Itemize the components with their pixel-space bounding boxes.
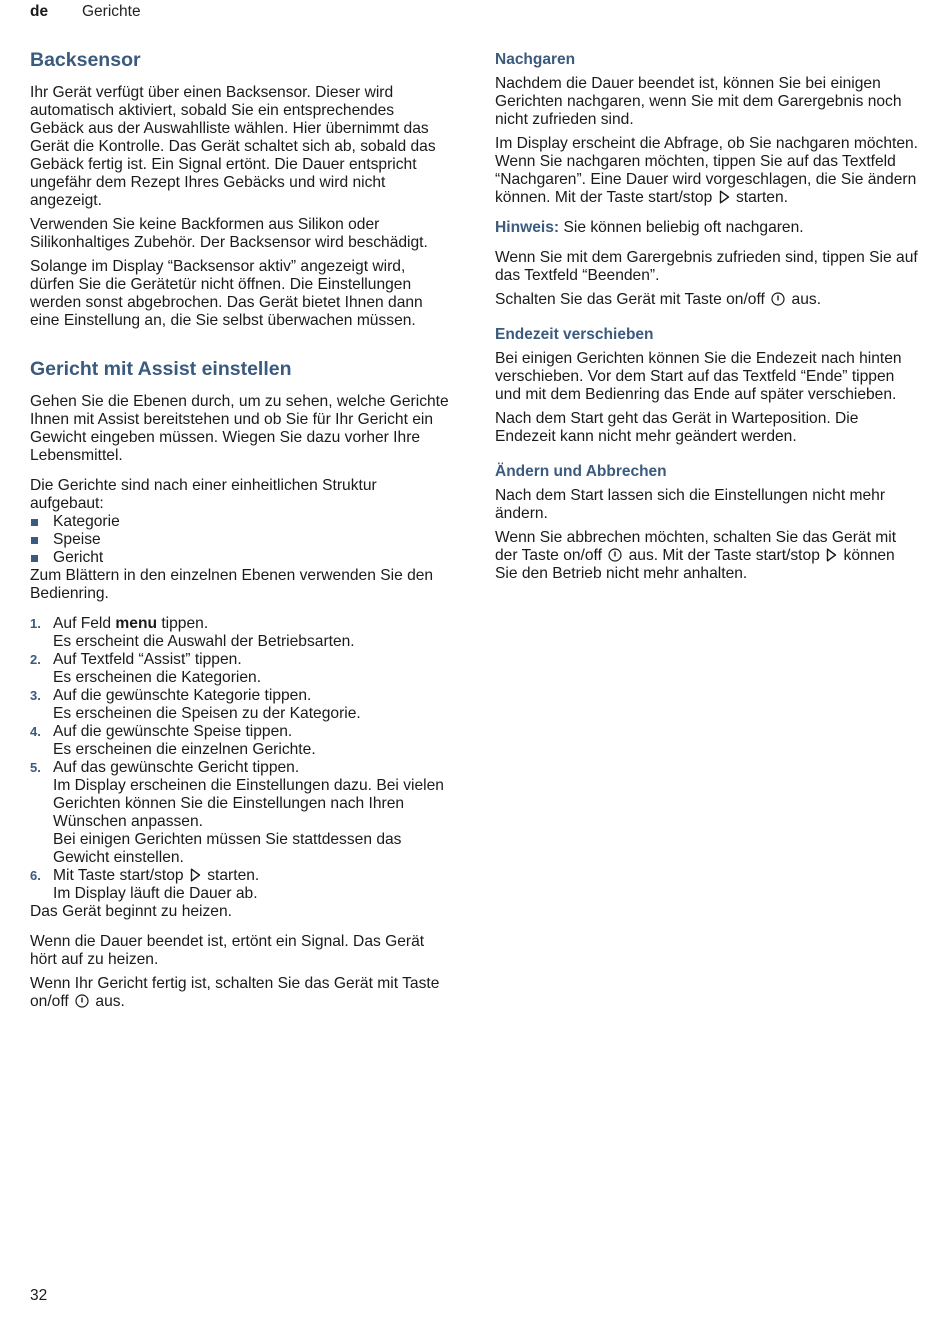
square-bullet-icon (31, 519, 38, 526)
left-column (30, 48, 450, 1017)
steps-list (30, 615, 450, 903)
step-item: 2. Auf Textfeld “Assist” tippen. Es erscheinen die Kategorien. (30, 651, 262, 686)
hint-label: Hinweis: (495, 219, 560, 236)
on-off-icon (771, 292, 785, 306)
page-header (30, 0, 141, 24)
assist-paragraph-2: Die Gerichte sind nach einer einheitlichen Struktur aufgebaut: (30, 477, 377, 512)
backsensor-paragraph-1: Ihr Gerät verfügt über einen Backsensor. Dieser wird automatisch aktiviert, sobald Sie ein entsprechendes Gebäck aus der Auswahlliste wählen. Hier übernimmt das Gerät die Kontrolle. Das Gerät schaltet sich ab, sobald das Gebäck fertig ist. Ein Signal ertönt. Die Dauer entspricht ungefähr dem Rezept Ihres Gebäcks und wird nicht angezeigt. (30, 84, 436, 209)
hint: Hinweis: Sie können beliebig oft nachgaren. (495, 219, 804, 236)
start-stop-icon (719, 190, 730, 204)
assist-heading: Gericht mit Assist einstellen (30, 358, 292, 380)
right-column (495, 50, 920, 589)
on-off-icon (608, 548, 622, 562)
list-item: Gericht (30, 549, 450, 567)
backsensor-heading: Backsensor (30, 49, 141, 71)
list-item: Kategorie (30, 513, 450, 531)
assist-paragraph-4: Wenn die Dauer beendet ist, ertönt ein Signal. Das Gerät hört auf zu heizen. (30, 933, 425, 968)
list-item: Speise (30, 531, 450, 549)
endezeit-paragraph-2: Nach dem Start geht das Gerät in Warteposition. Die Endezeit kann nicht mehr geändert werden. (495, 410, 859, 445)
assist-paragraph-5: Wenn Ihr Gericht fertig ist, schalten Sie das Gerät mit Taste on/off aus. (30, 975, 440, 1010)
step-item: 5. Auf das gewünschte Gericht tippen. Im Display erscheinen die Einstellungen dazu. Bei vielen Gerichten können Sie die Einstellungen nach Ihren Wünschen anpassen. Bei einigen Gerichten müssen Sie stattdessen das Gewicht einstellen. (30, 759, 444, 866)
step-item: 6. Mit Taste start/stop starten. Im Display läuft die Dauer ab. (30, 867, 260, 902)
step-item: 1. Auf Feld menu tippen. Es erscheint die Auswahl der Betriebsarten. (30, 615, 355, 650)
nachgaren-paragraph-4: Schalten Sie das Gerät mit Taste on/off aus. (495, 291, 822, 308)
nachgaren-paragraph-2: Im Display erscheint die Abfrage, ob Sie nachgaren möchten. Wenn Sie nachgaren möchten, tippen Sie auf das Textfeld “Nachgaren”. Eine Dauer wird vorgeschlagen, die Sie ändern können. Mit der Taste start/stop starten. (495, 135, 919, 206)
square-bullet-icon (31, 537, 38, 544)
backsensor-paragraph-2: Verwenden Sie keine Backformen aus Silikon oder Silikonhaltiges Zubehör. Der Backsensor wird beschädigt. (30, 216, 428, 251)
language-code: de (30, 3, 49, 20)
endezeit-paragraph-1: Bei einigen Gerichten können Sie die Endezeit nach hinten verschieben. Vor dem Start auf das Textfeld “Ende” tippen und mit dem Bedienring das Ende auf später verschieben. (495, 350, 902, 403)
structure-list (30, 513, 450, 567)
page-number: 32 (30, 1287, 48, 1304)
on-off-icon (75, 994, 89, 1008)
step-item: 3. Auf die gewünschte Kategorie tippen. Es erscheinen die Speisen zu der Kategorie. (30, 687, 361, 722)
aendern-paragraph-2: Wenn Sie abbrechen möchten, schalten Sie das Gerät mit der Taste on/off aus. Mit der Taste start/stop können Sie den Betrieb nicht mehr anhalten. (495, 529, 897, 582)
assist-paragraph-1: Gehen Sie die Ebenen durch, um zu sehen, welche Gerichte Ihnen mit Assist bereitstehen und ob Sie für Ihr Gericht ein Gewicht eingeben müssen. Wiegen Sie dazu vorher Ihre Lebensmittel. (30, 393, 449, 464)
aendern-heading: Ändern und Abbrechen (495, 463, 667, 480)
nachgaren-paragraph-1: Nachdem die Dauer beendet ist, können Sie bei einigen Gerichten nachgaren, wenn Sie mit dem Garergebnis noch nicht zufrieden sind. (495, 75, 902, 128)
step-item: 4. Auf die gewünschte Speise tippen. Es erscheinen die einzelnen Gerichte. (30, 723, 316, 758)
start-stop-icon (190, 868, 201, 882)
assist-paragraph-3: Zum Blättern in den einzelnen Ebenen verwenden Sie den Bedienring. (30, 567, 434, 602)
heating-note: Das Gerät beginnt zu heizen. (30, 903, 232, 920)
nachgaren-heading: Nachgaren (495, 51, 576, 68)
nachgaren-paragraph-3: Wenn Sie mit dem Garergebnis zufrieden sind, tippen Sie auf das Textfeld “Beenden”. (495, 249, 918, 284)
section-name: Gerichte (82, 3, 141, 20)
endezeit-heading: Endezeit verschieben (495, 326, 654, 343)
backsensor-paragraph-3: Solange im Display “Backsensor aktiv” angezeigt wird, dürfen Sie die Gerätetür nicht öffnen. Die Einstellungen werden sonst abgebrochen. Das Gerät bietet Ihnen dann eine Einstellung an, die Sie selbst überwachen müssen. (30, 258, 423, 329)
square-bullet-icon (31, 555, 38, 562)
start-stop-icon (826, 548, 837, 562)
aendern-paragraph-1: Nach dem Start lassen sich die Einstellungen nicht mehr ändern. (495, 487, 886, 522)
